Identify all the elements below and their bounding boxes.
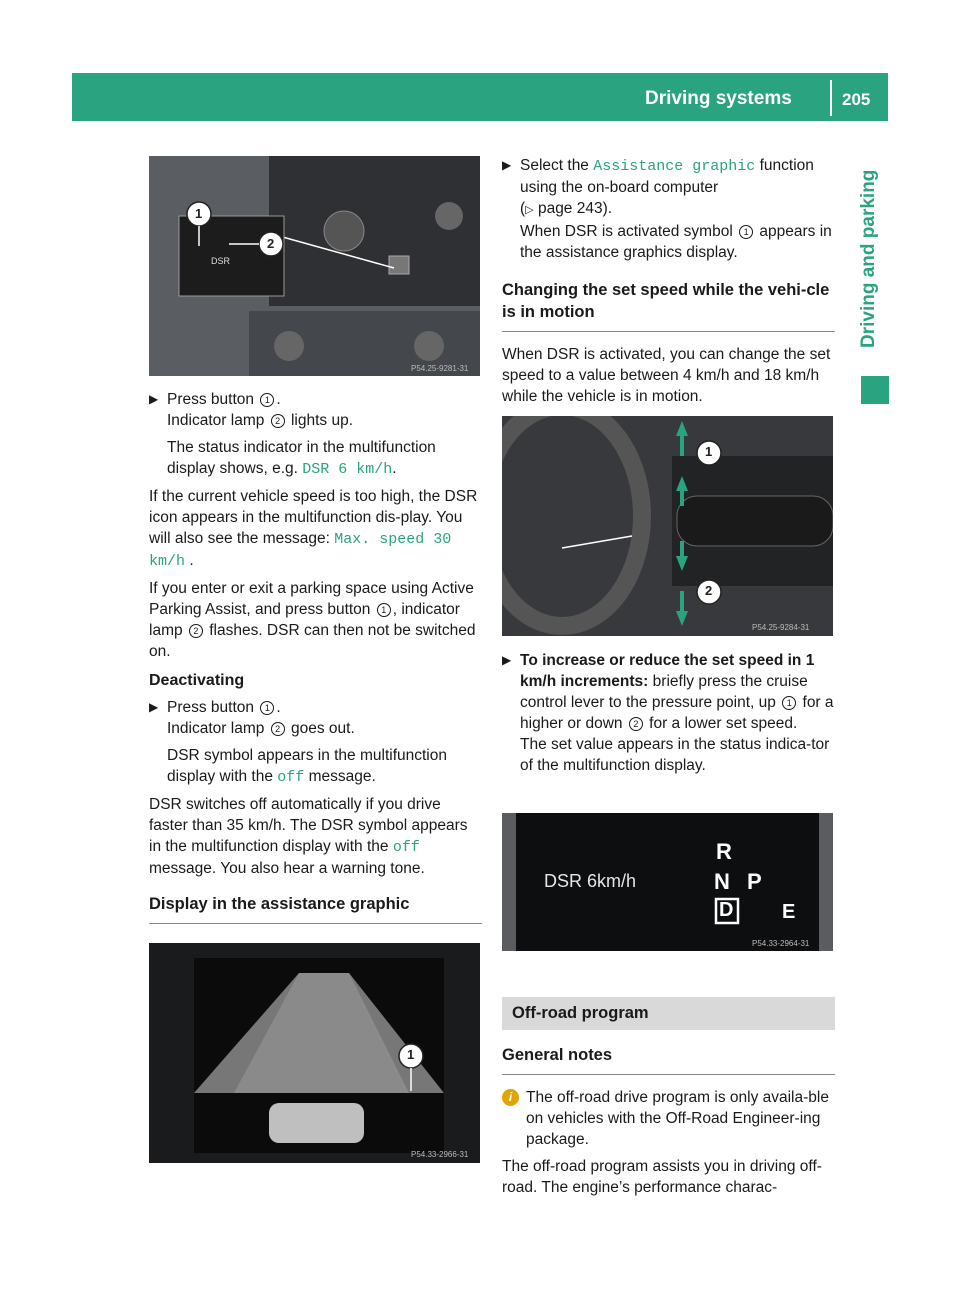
callout-1-ref: 1 xyxy=(260,393,274,407)
callout-1-ref: 1 xyxy=(260,701,274,715)
cruise-lever-illustration xyxy=(502,416,833,636)
gear-r: R xyxy=(716,839,732,864)
text: briefly press the cruise control lever to the pressure point, up xyxy=(520,673,808,711)
text: goes out. xyxy=(286,720,355,737)
page-ref-arrow-icon: ▷ xyxy=(525,204,534,216)
dashboard-illustration xyxy=(149,156,480,376)
display-message: off xyxy=(392,839,420,856)
right-column-mid xyxy=(502,650,835,776)
display-message: DSR 6 km/h xyxy=(302,461,393,478)
assistance-graphic-illustration xyxy=(149,943,480,1163)
text: DSR symbol appears in the multifunction display with the xyxy=(167,747,447,785)
callout-2-ref: 2 xyxy=(629,717,643,731)
header-divider xyxy=(830,80,832,116)
page-number: 205 xyxy=(842,90,871,109)
text: page 243). xyxy=(533,200,613,217)
text: The off-road drive program is only availa-ble on vehicles with the Off-Road Engineer-ing package. xyxy=(526,1089,829,1148)
callout-2: 2 xyxy=(705,583,713,598)
text: ( xyxy=(520,200,526,217)
instruction-arrow-icon: ▶ xyxy=(149,700,159,714)
text: Indicator lamp xyxy=(167,412,269,429)
paragraph xyxy=(149,486,482,572)
callout-1: 1 xyxy=(705,444,713,459)
section-heading: Changing the set speed while the vehi-cle is in motion xyxy=(502,279,835,332)
text: for a higher or down xyxy=(520,694,834,732)
paragraph: When DSR is activated, you can change the set speed to a value between 4 km/h and 18 km/h while the vehicle is in motion. xyxy=(502,346,831,405)
gear-n: N xyxy=(714,869,730,894)
text: Press button xyxy=(167,699,259,716)
page-section-title: Driving systems xyxy=(645,88,792,109)
text: When DSR is activated symbol xyxy=(520,223,738,240)
text: . xyxy=(185,552,194,569)
callout-2-ref: 2 xyxy=(189,624,203,638)
dsr-speed-text: DSR 6km/h xyxy=(544,871,637,891)
cruise-lever-image xyxy=(502,416,833,636)
side-tab-marker xyxy=(861,376,889,404)
text: , indicator lamp xyxy=(149,601,460,639)
instruction-arrow-icon: ▶ xyxy=(149,392,159,406)
text: appears in the assistance graphics display. xyxy=(520,223,832,261)
text: . xyxy=(392,460,397,477)
right-column xyxy=(502,155,835,413)
text: Select the xyxy=(520,157,594,174)
image-caption: P54.33-2966-31 xyxy=(411,1150,469,1159)
assistance-graphic-image xyxy=(149,943,480,1163)
callout-1: 1 xyxy=(195,206,203,221)
callout-1-ref: 1 xyxy=(782,696,796,710)
image-caption: P54.25-9284-31 xyxy=(752,623,810,632)
callout-1-ref: 1 xyxy=(739,225,753,239)
paragraph xyxy=(149,794,482,879)
text: Press button xyxy=(167,391,259,408)
callout-2-ref: 2 xyxy=(271,722,285,736)
instruction-deactivate xyxy=(149,697,482,788)
text: If the current vehicle speed is too high, the DSR icon appears in the multifunction dis-play. You will also see the message: xyxy=(149,488,478,547)
side-tab-label: Driving and parking xyxy=(858,169,879,348)
paragraph xyxy=(149,578,482,662)
text: flashes. DSR can then not be switched on. xyxy=(149,622,476,660)
gear-d: D xyxy=(719,899,734,921)
text: lights up. xyxy=(286,412,354,429)
text: The set value appears in the status indica-tor of the multifunction display. xyxy=(520,736,830,774)
callout-2: 2 xyxy=(267,236,275,251)
instruction-select-assistance xyxy=(502,155,835,263)
text: for a lower set speed. xyxy=(644,715,798,732)
display-message: off xyxy=(277,769,305,786)
image-caption: P54.33-2964-31 xyxy=(752,939,810,948)
section-heading: General notes xyxy=(502,1044,835,1075)
dsr-label: DSR xyxy=(211,256,231,266)
paragraph: The off-road program assists you in driving off-road. The engine’s performance charac- xyxy=(502,1158,822,1196)
instruction-press-button xyxy=(149,389,482,480)
text: DSR switches off automatically if you drive faster than 35 km/h. The DSR symbol appears in the multifunction display with the xyxy=(149,796,468,855)
callout-2-ref: 2 xyxy=(271,414,285,428)
instruction-change-speed xyxy=(502,650,835,776)
callout-1-ref: 1 xyxy=(377,603,391,617)
bold-text: To increase or reduce the set speed in 1 km/h increments: xyxy=(520,652,815,690)
left-column xyxy=(149,389,482,936)
display-message: Max. speed 30 km/h xyxy=(149,531,452,570)
text: . xyxy=(276,699,281,716)
info-icon: i xyxy=(502,1089,519,1106)
text: message. You also hear a warning tone. xyxy=(149,860,425,877)
gear-e: E xyxy=(782,901,796,923)
instruction-arrow-icon: ▶ xyxy=(502,158,512,172)
menu-function: Assistance graphic xyxy=(593,158,756,175)
text: The status indicator in the multifunction display shows, e.g. xyxy=(167,439,436,477)
gear-p: P xyxy=(747,869,762,894)
image-caption: P54.25-9281-31 xyxy=(411,364,469,373)
dsr-button-image xyxy=(149,156,480,376)
section-heading: Display in the assistance graphic xyxy=(149,893,482,924)
callout-1: 1 xyxy=(407,1047,415,1062)
text: message. xyxy=(304,768,376,785)
section-banner: Off-road program xyxy=(502,997,835,1030)
status-display-image xyxy=(502,813,833,951)
text: . xyxy=(276,391,281,408)
subheading: Deactivating xyxy=(149,672,245,689)
text: If you enter or exit a parking space using Active Parking Assist, and press button xyxy=(149,580,474,618)
instruction-arrow-icon: ▶ xyxy=(502,653,512,667)
right-column-bottom xyxy=(502,997,835,1204)
text: Indicator lamp xyxy=(167,720,269,737)
text: function using the on-board computer xyxy=(520,157,814,196)
info-note xyxy=(502,1087,835,1150)
